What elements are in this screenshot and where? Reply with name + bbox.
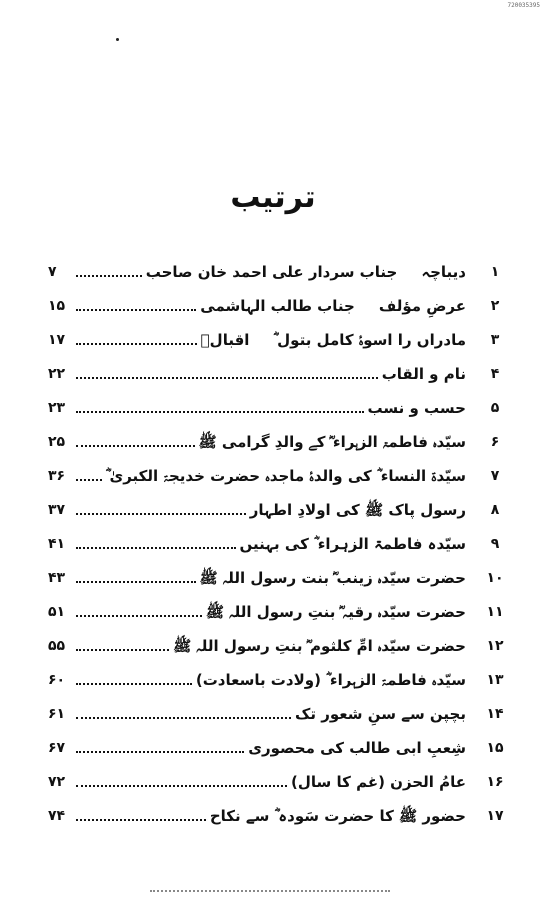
toc-entry-leader-dots [76,539,236,549]
toc-entry-number: ۱ [490,264,500,280]
toc-entry-leader-dots [76,437,195,447]
toc-entry-page-number: ۳۶ [48,468,66,484]
toc-entry-number: ۱۵ [486,740,504,756]
page-id-label: 720035395 [507,2,540,9]
toc-entry-number: ۱۳ [486,672,504,688]
toc-entry-title: نام و القاب [381,364,466,383]
toc-entry-title: سیّدۃ النساء ؓ کی والدۂ ماجدہ حضرت خدیجۃ الکبریٰ ؓ [105,466,466,485]
toc-entry-leader-dots [76,811,206,821]
toc-entry-page-number: ۶۱ [48,706,66,722]
toc-entry-author: جناب سردار علی احمد خان صاحب [145,262,398,281]
toc-entry-leader-dots [76,709,291,719]
toc-entry [48,425,510,459]
toc-entry-leader-dots [76,471,102,481]
toc-entry-number: ۶ [490,434,500,450]
toc-entry-page-number: ۷۲ [48,774,66,790]
toc-entry-author: اقبالؒ [200,330,250,349]
toc-entry-title: رسول پاک ﷺ کی اولادِ اطہار [249,500,466,519]
toc-entry-title: عامُ الحزن (غم کا سال) [291,772,466,791]
toc-entry-number: ۲ [490,298,500,314]
toc-entry-leader-dots [76,641,169,651]
toc-entry-page-number: ۶۰ [48,672,66,688]
toc-entry [48,391,510,425]
toc-entry-page-number: ۷۴ [48,808,66,824]
toc-entry [48,697,510,731]
toc-entry-page-number: ۳۷ [48,502,66,518]
toc-entry-title: سیّدہ فاطمۃ الزہراء ؓ کی بہنیں [239,534,466,553]
toc-entry [48,663,510,697]
toc-entry-leader-dots [76,301,196,311]
toc-entry [48,459,510,493]
toc-entry-number: ۱۰ [486,570,504,586]
toc-entry-page-number: ۲۵ [48,434,66,450]
toc-entry-leader-dots [76,573,196,583]
toc-entry-page-number: ۷ [48,264,57,280]
toc-entry [48,629,510,663]
table-of-contents [48,255,510,833]
toc-entry-leader-dots [76,267,142,277]
toc-entry-number: ۹ [490,536,500,552]
toc-entry [48,527,510,561]
toc-entry [48,493,510,527]
toc-entry-title: حسب و نسب [367,398,466,417]
toc-entry-leader-dots [76,743,244,753]
toc-entry-number: ۱۴ [486,706,504,722]
toc-entry-number: ۱۷ [486,808,504,824]
toc-entry-leader-dots [76,403,364,413]
toc-entry-leader-dots [76,607,202,617]
toc-entry [48,731,510,765]
toc-entry-page-number: ۱۷ [48,332,66,348]
toc-entry-number: ۷ [490,468,500,484]
toc-entry-page-number: ۲۳ [48,400,66,416]
toc-entry-title: سیّدہ فاطمۃ الزہراء ؓ کے والدِ گرامی ﷺ [198,432,466,451]
toc-entry-number: ۵ [490,400,500,416]
toc-entry-leader-dots [76,505,246,515]
toc-entry-leader-dots [76,675,192,685]
toc-entry [48,799,510,833]
bottom-dotted-rule [150,888,390,892]
toc-entry-number: ۱۲ [486,638,504,654]
page-title: ترتیب [230,180,316,215]
toc-entry [48,289,510,323]
toc-entry-page-number: ۱۵ [48,298,66,314]
toc-entry-author: جناب طالب الہاشمی [200,296,355,315]
toc-entry-leader-dots [76,335,197,345]
toc-entry [48,255,510,289]
toc-entry-number: ۸ [490,502,500,518]
toc-entry [48,357,510,391]
toc-entry-title: حضرت سیّدہ زینب ؓ بنت رسول اللہ ﷺ [199,568,466,587]
toc-entry [48,765,510,799]
toc-entry-page-number: ۴۳ [48,570,66,586]
toc-entry [48,595,510,629]
toc-entry-title: سیّدہ فاطمۃ الزہراء ؓ (ولادت باسعادت) [195,670,466,689]
toc-entry [48,561,510,595]
toc-entry-leader-dots [76,777,287,787]
toc-entry-title: مادراں را اسوۂ کامل بتول ؓ [273,330,466,349]
toc-entry [48,323,510,357]
toc-entry-title: دیباچہ [421,262,466,281]
toc-entry-title: حضور ﷺ کا حضرت سَودہ ؓ سے نکاح [209,806,466,825]
toc-entry-title: عرضِ مؤلف [378,296,466,315]
ink-speck [116,38,119,41]
toc-entry-page-number: ۴۱ [48,536,66,552]
toc-entry-title: حضرت سیّدہ رقیہ ؓ بنتِ رسول اللہ ﷺ [205,602,466,621]
toc-entry-number: ۱۱ [486,604,504,620]
toc-entry-title: حضرت سیّدہ امِّ کلثوم ؓ بنتِ رسول اللہ ﷺ [173,636,466,655]
toc-entry-page-number: ۵۱ [48,604,66,620]
toc-entry-number: ۳ [490,332,500,348]
toc-entry-title: شِعبِ ابی طالب کی محصوری [248,738,466,757]
toc-entry-page-number: ۵۵ [48,638,66,654]
toc-entry-leader-dots [76,369,378,379]
toc-entry-title: بچپن سے سنِ شعور تک [295,704,466,723]
toc-entry-page-number: ۶۷ [48,740,66,756]
toc-entry-number: ۱۶ [486,774,504,790]
toc-entry-page-number: ۲۲ [48,366,66,382]
toc-entry-number: ۴ [490,366,500,382]
